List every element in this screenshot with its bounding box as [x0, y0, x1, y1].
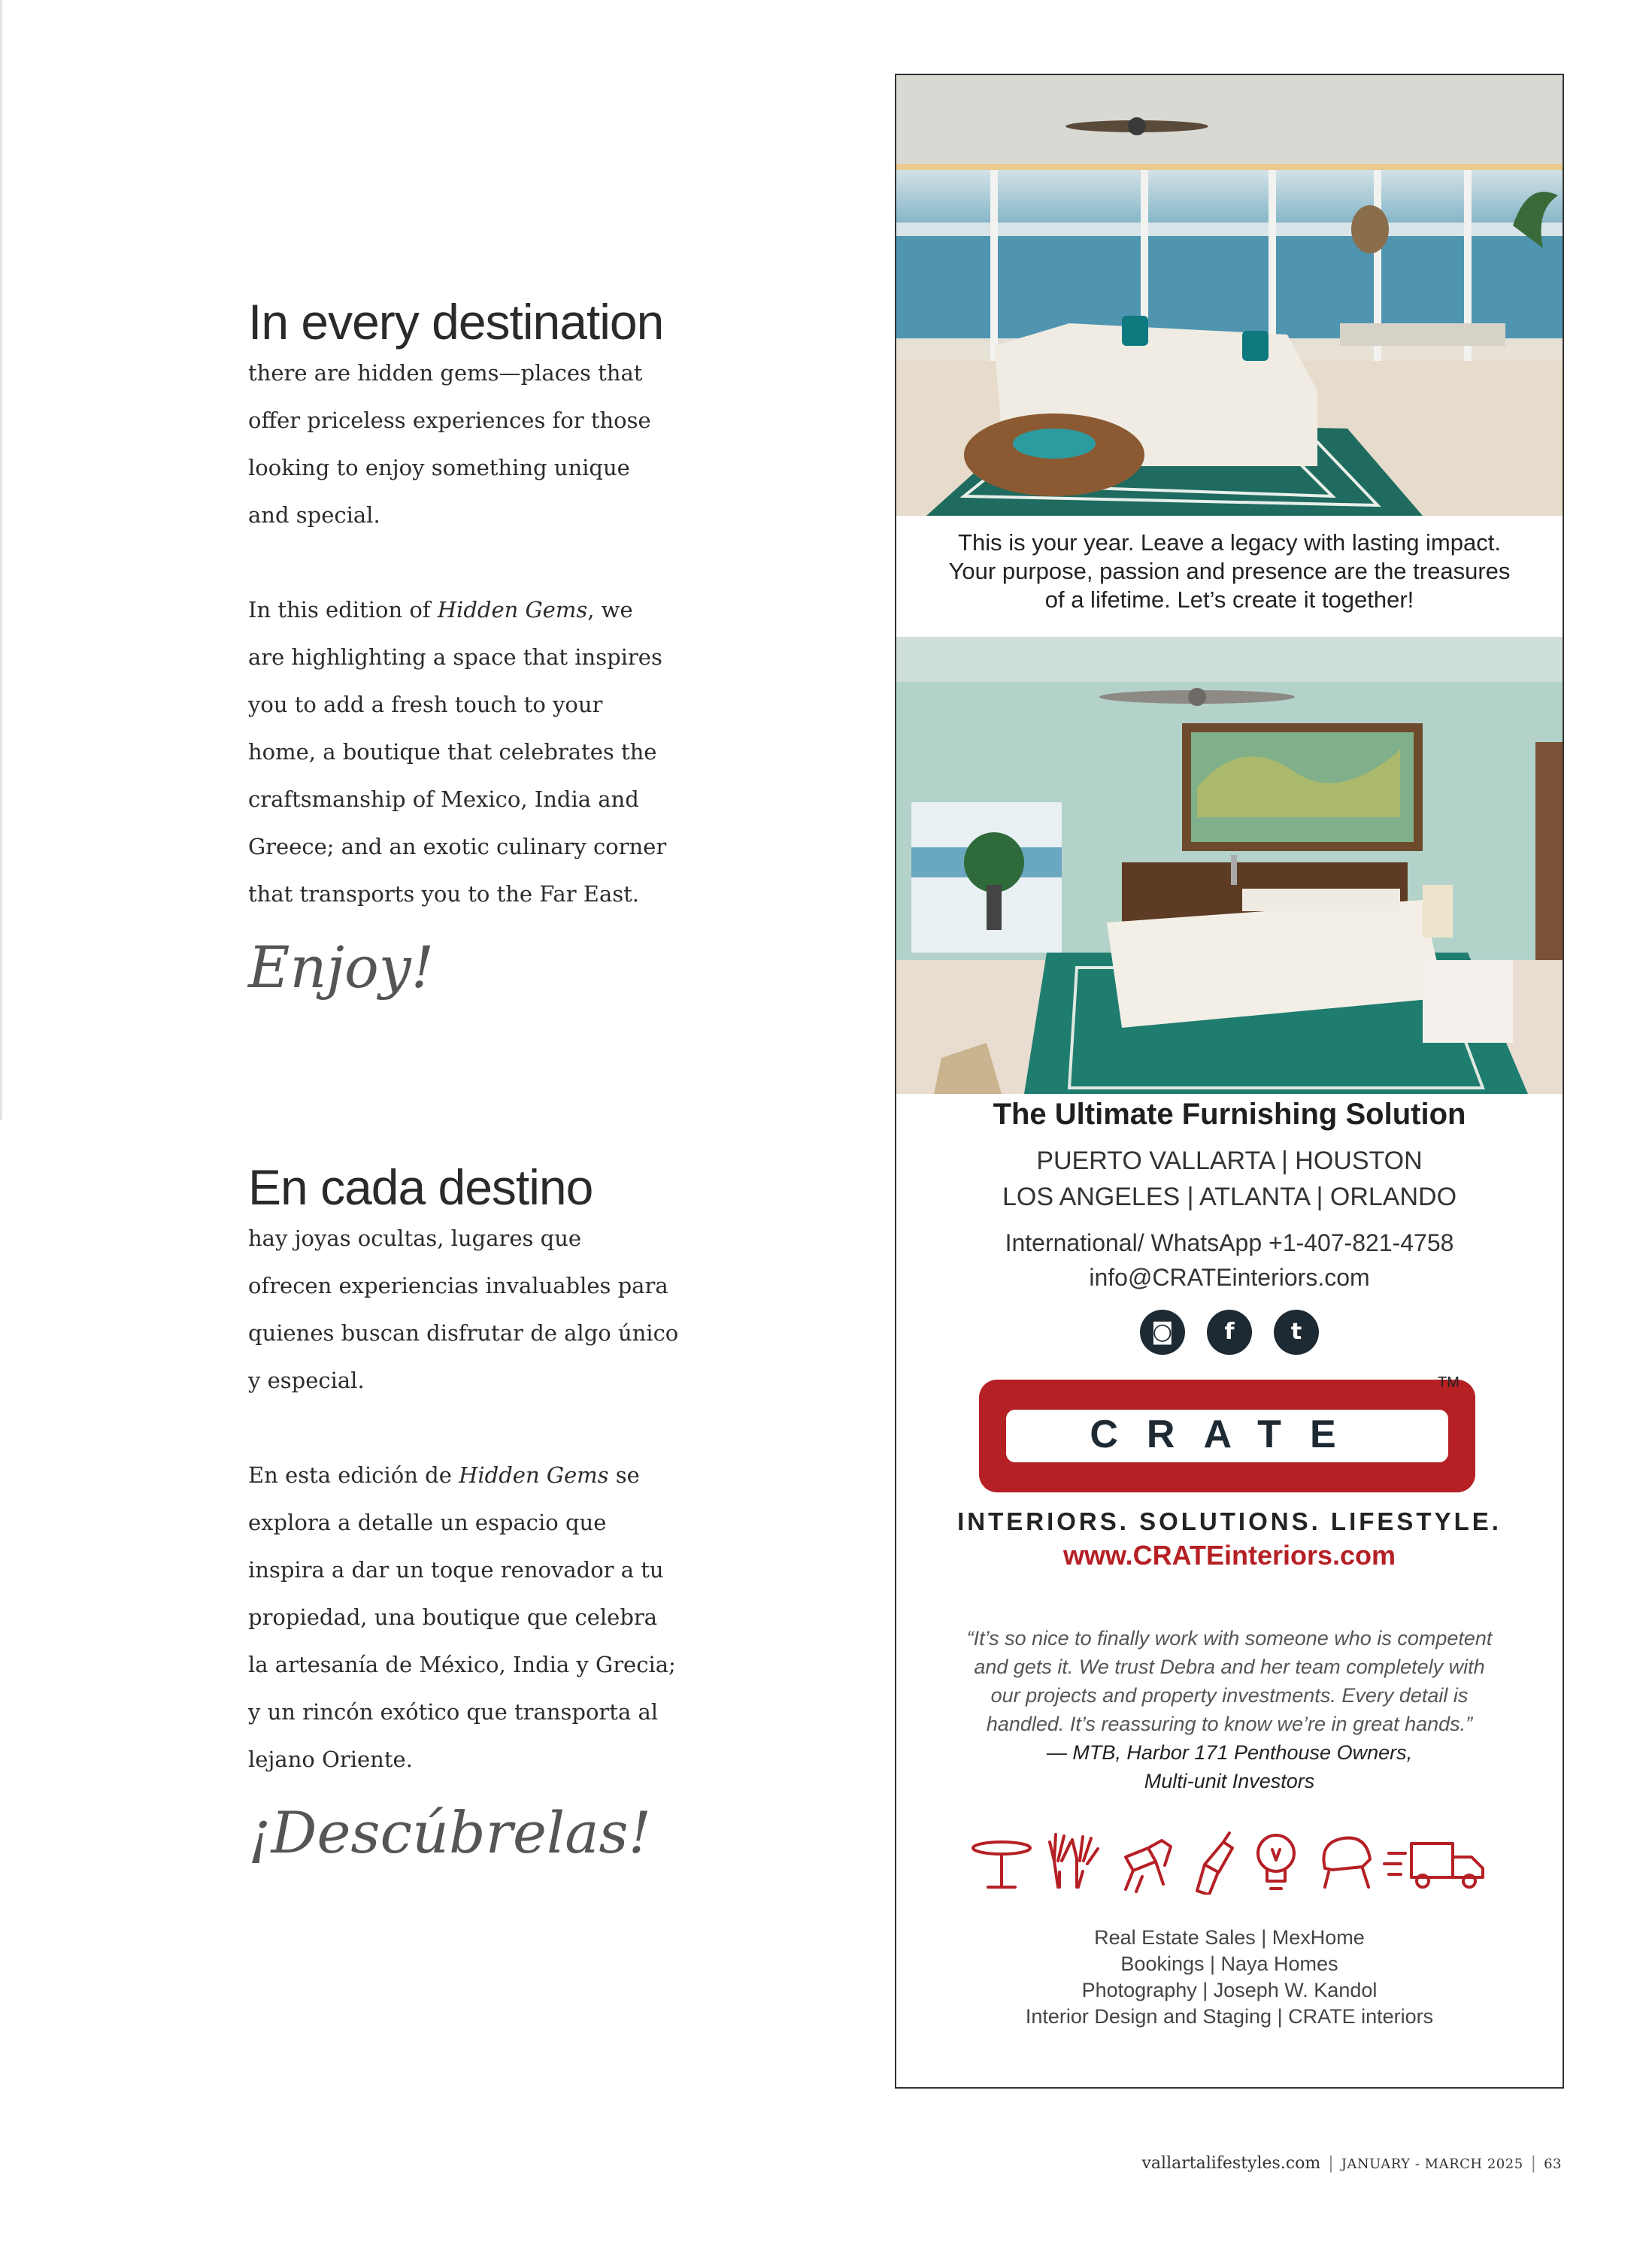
ad-phone[interactable]: International/ WhatsApp +1-407-821-4758: [1005, 1229, 1454, 1256]
ad-headline: The Ultimate Furnishing Solution: [993, 1098, 1466, 1131]
armchair-icon: [1323, 1838, 1370, 1887]
gloves-icon: [1050, 1834, 1098, 1887]
testimonial: “It’s so nice to finally work with someone who is competent and gets it. We trust Debra and her team completely with our projects and property investments. Every detail is handled. It’s reassuring to know we’re in great hands.” — MTB, Harbor 171 Penthouse Owners, Multi-unit Investors: [896, 1624, 1563, 1795]
intro-english: [248, 295, 669, 1001]
ad-email[interactable]: info@CRATEinteriors.com: [1089, 1264, 1370, 1291]
ad-locations: PUERTO VALLARTA | HOUSTON LOS ANGELES | ATLANTA | ORLANDO: [1002, 1147, 1457, 1211]
page-number: 63: [1544, 2156, 1562, 2172]
intro-paragraph: En esta edición de Hidden Gems se explora a detalle un espacio que inspira a dar un toque renovador a tu propiedad, una boutique que celebra la artesanía de México, India y Grecia; y un rincón exótico que transporta al lejano Oriente.: [248, 1462, 676, 1772]
delivery-truck-icon: [1384, 1843, 1483, 1887]
testimonial-attribution: — MTB, Harbor 171 Penthouse Owners,: [1046, 1741, 1413, 1764]
ad-contact: [896, 1225, 1563, 1295]
intro-paragraph: there are hidden gems—places that offer priceless experiences for those looking to enjoy something unique and special.: [248, 359, 651, 528]
paint-brush-icon: [1197, 1833, 1232, 1895]
chair-icon: [1126, 1840, 1171, 1892]
footer-site[interactable]: vallartalifestyles.com: [1141, 2154, 1321, 2173]
bedroom-photo: [896, 637, 1563, 1094]
table-icon: [973, 1842, 1030, 1887]
intro-heading: In every destination: [248, 294, 664, 350]
facebook-icon[interactable]: f: [1207, 1310, 1252, 1355]
twitter-icon[interactable]: t: [1274, 1310, 1319, 1355]
page-footer: vallartalifestyles.com | JANUARY - MARCH 2025 | 63: [1141, 2154, 1562, 2173]
ad-slogan: INTERIORS. SOLUTIONS. LIFESTYLE.: [957, 1507, 1502, 1535]
ad-credits: Real Estate Sales | MexHome Bookings | Naya Homes Photography | Joseph W. Kandol Interior Design and Staging | CRATE interiors: [1025, 1926, 1434, 2028]
page-edge-rule: [0, 0, 2, 1120]
service-icons: [971, 1827, 1490, 1895]
trademark-mark: TM: [1438, 1374, 1460, 1391]
intro-heading: En cada destino: [248, 1159, 593, 1215]
intro-signoff: ¡Descúbrelas!: [248, 1798, 652, 1866]
crate-advertisement: [895, 74, 1564, 2089]
instagram-icon[interactable]: ◙: [1140, 1310, 1185, 1355]
intro-signoff: Enjoy!: [248, 933, 435, 1001]
social-links: [896, 1310, 1563, 1355]
ad-website-link[interactable]: www.CRATEinteriors.com: [1062, 1540, 1396, 1571]
footer-issue: JANUARY - MARCH 2025: [1341, 2156, 1523, 2172]
intro-spanish: [248, 1160, 684, 1867]
intro-paragraph: In this edition of Hidden Gems, we are highlighting a space that inspires you to add a fresh touch to your home, a boutique that celebrates the craftsmanship of Mexico, India and Greece; and an exotic culinary corner that transports you to the Far East.: [248, 596, 667, 907]
living-room-photo: [896, 75, 1563, 516]
crate-logo: [979, 1380, 1475, 1492]
ad-tagline: This is your year. Leave a legacy with lasting impact. Your purpose, passion and presence are the treasures of a lifetime. Let’s create it together!: [948, 529, 1511, 613]
intro-paragraph: hay joyas ocultas, lugares que ofrecen experiencias invaluables para quienes buscan disfrutar de algo único y especial.: [248, 1225, 679, 1393]
lightbulb-icon: [1258, 1835, 1294, 1889]
svg-text:CRATE: CRATE: [1090, 1413, 1365, 1456]
